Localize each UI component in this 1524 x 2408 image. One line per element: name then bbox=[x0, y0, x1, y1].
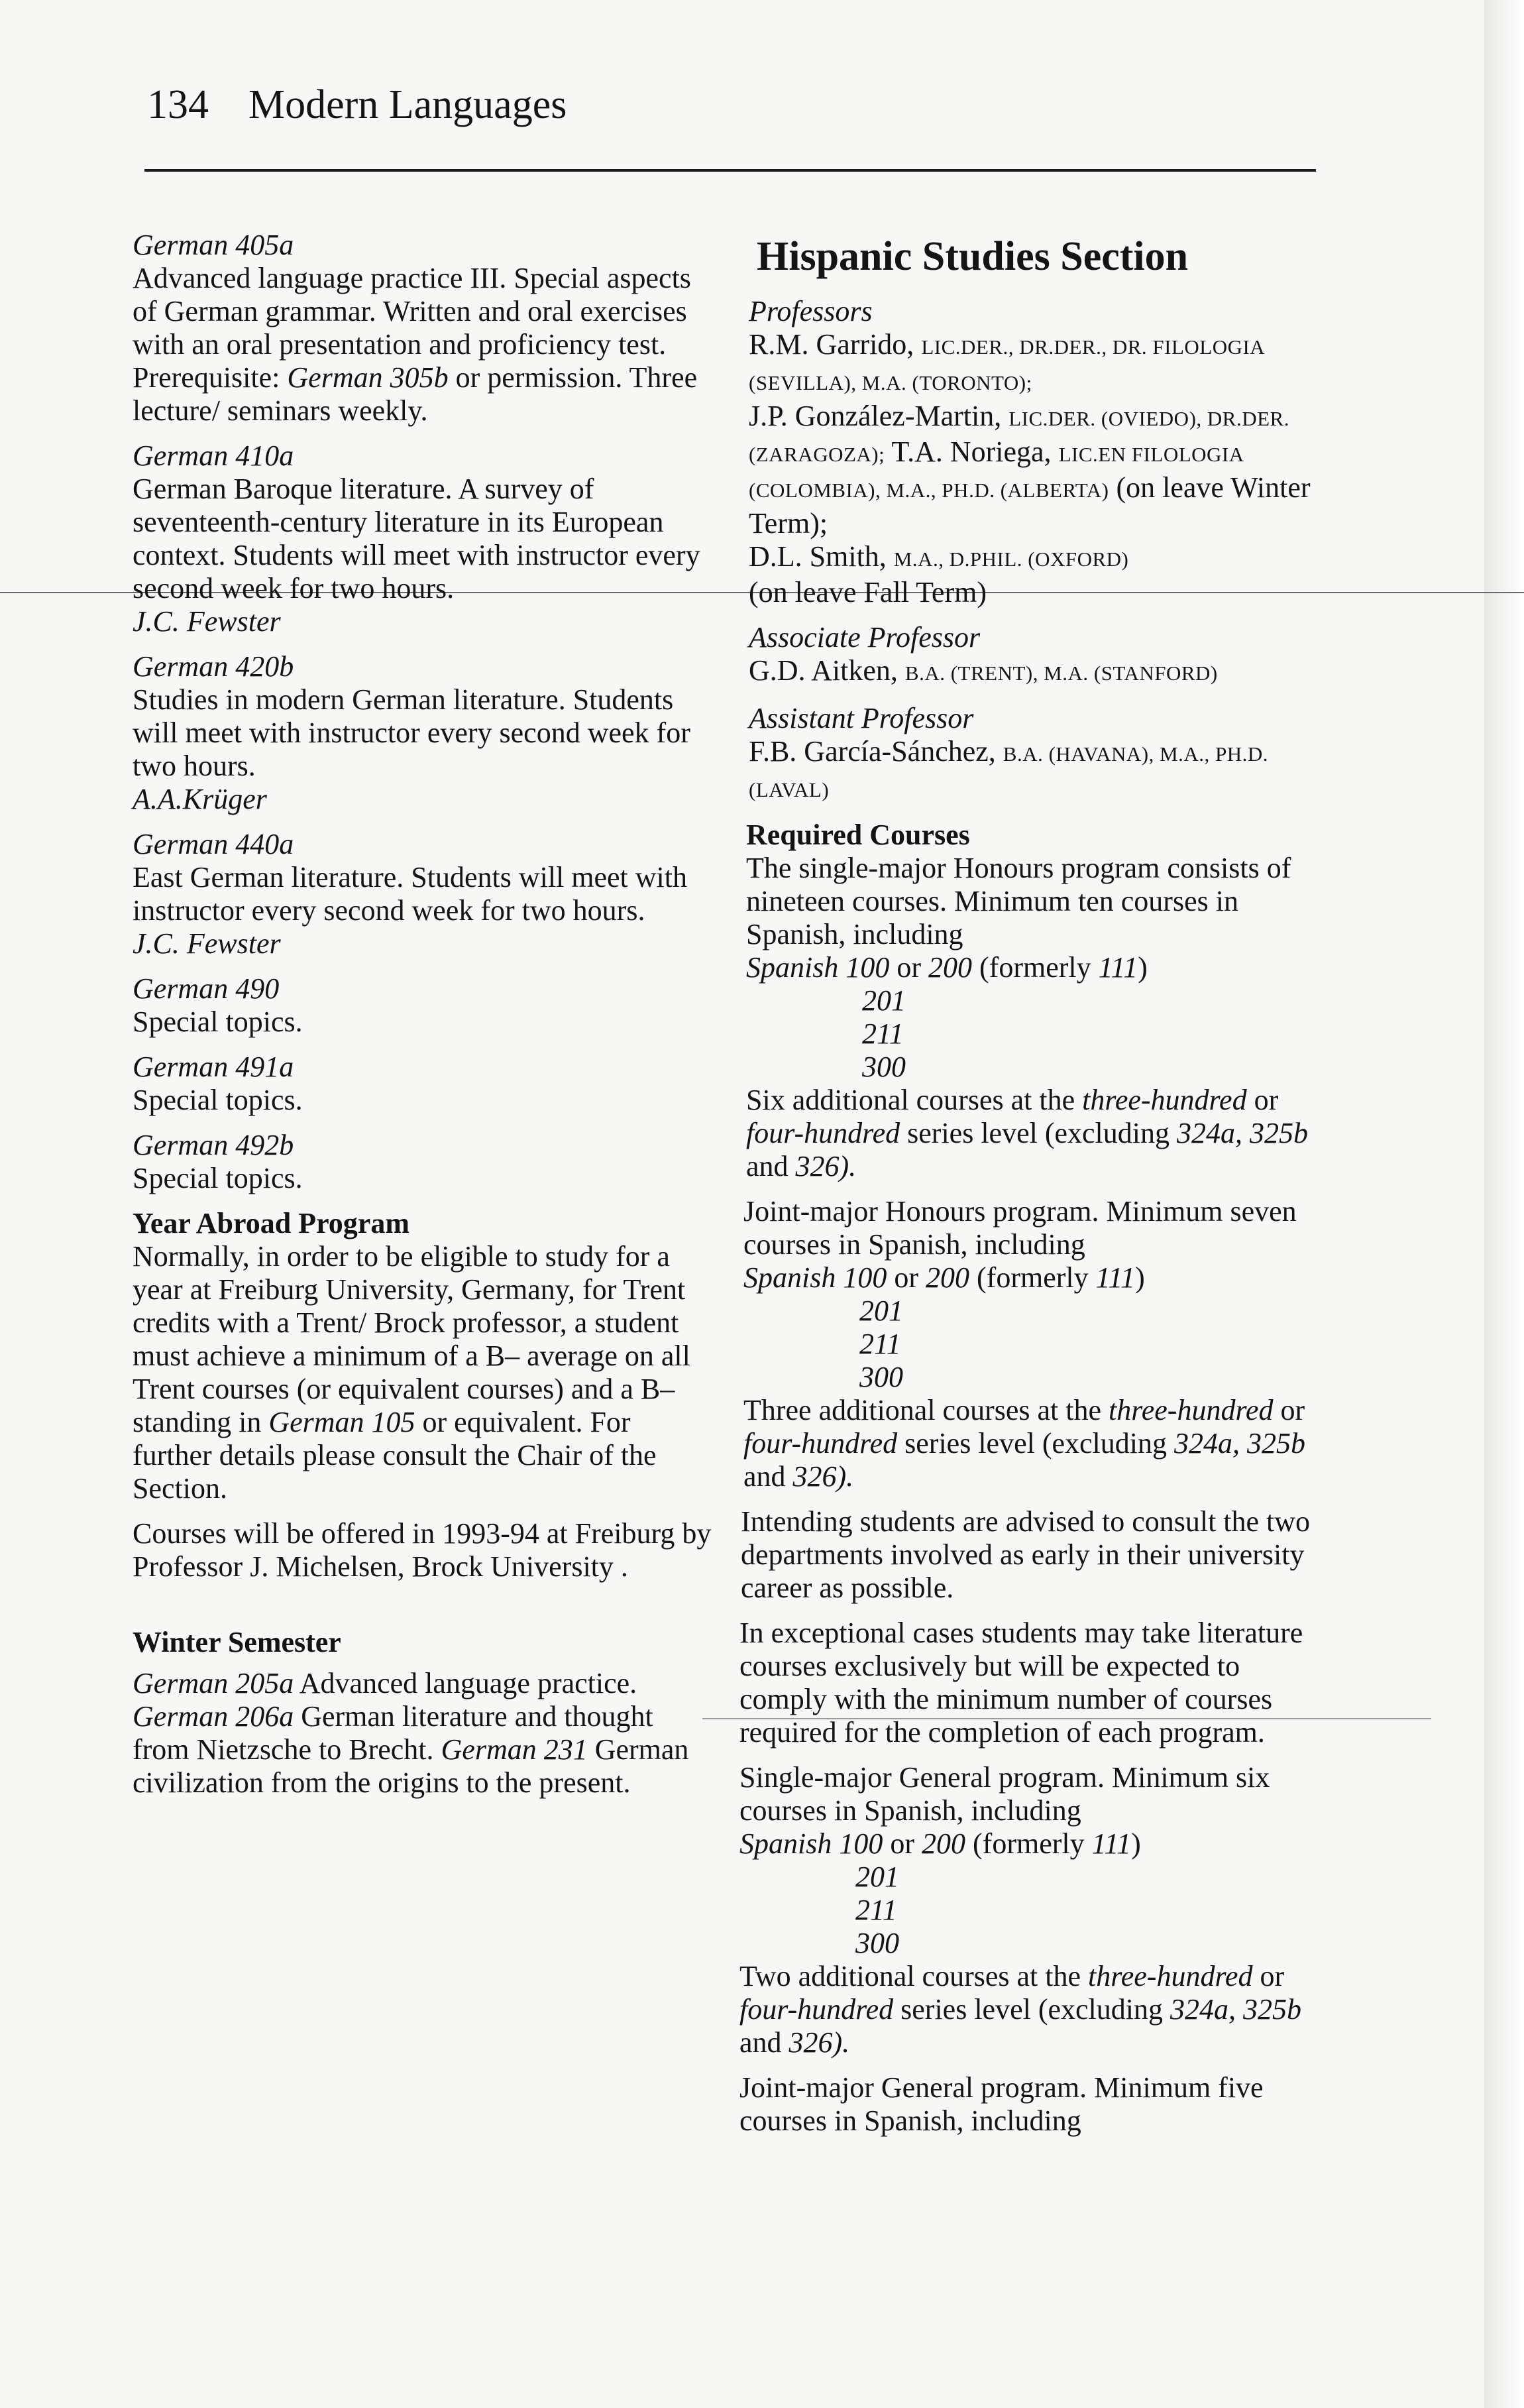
series-ref: four-hundred bbox=[746, 1117, 900, 1149]
advice-paragraph bbox=[737, 1505, 1333, 1605]
paragraph bbox=[746, 1084, 1333, 1183]
para-text: or equivalent. For further details please consult the Chair of the Section. bbox=[133, 1406, 657, 1505]
course-ref: 326). bbox=[789, 2026, 850, 2059]
faculty-listing bbox=[749, 735, 1333, 807]
series-ref: four-hundred bbox=[739, 1993, 894, 2026]
course-entry-german-492b bbox=[133, 1129, 716, 1195]
prerequisite-course: German 305b bbox=[287, 361, 449, 394]
course-code: German 410a bbox=[133, 439, 294, 472]
paragraph bbox=[743, 1394, 1333, 1493]
course-instructor: J.C. Fewster bbox=[133, 927, 281, 960]
course-entry-german-440a bbox=[133, 828, 716, 960]
course-number: 201 bbox=[862, 984, 906, 1017]
spacer bbox=[133, 1595, 716, 1626]
course-ref: 324a, 325b bbox=[1177, 1117, 1308, 1149]
course-number: 211 bbox=[862, 1017, 904, 1050]
course-entry-german-490 bbox=[133, 972, 716, 1039]
course-ref: German 231 bbox=[441, 1733, 588, 1766]
joint-honours-block bbox=[737, 1195, 1333, 1493]
faculty-label: Professors bbox=[749, 295, 873, 327]
conj: (formerly bbox=[969, 1261, 1096, 1294]
conj: or bbox=[1252, 1960, 1285, 1992]
associate-professor-block bbox=[737, 621, 1333, 690]
page-title: Modern Languages bbox=[248, 82, 567, 127]
section-title: Hispanic Studies Section bbox=[757, 234, 1189, 279]
series-ref: four-hundred bbox=[743, 1427, 898, 1460]
course-ref: 324a, 325b bbox=[1174, 1427, 1305, 1460]
course-ref: German 205a bbox=[133, 1667, 294, 1699]
course-code: German 405a bbox=[133, 229, 294, 261]
course-entry-german-491a bbox=[133, 1051, 716, 1117]
course-ref: German 105 bbox=[268, 1406, 415, 1438]
section-heading: Winter Semester bbox=[133, 1626, 341, 1658]
course-description bbox=[133, 262, 716, 428]
course-description: Studies in modern German literature. Students will meet with instructor every second week for two hours. bbox=[133, 683, 690, 782]
assistant-professor-block bbox=[737, 702, 1333, 807]
course-code: German 420b bbox=[133, 650, 294, 683]
faculty-listing bbox=[749, 328, 1333, 609]
leave-note: (on leave Winter Term); bbox=[749, 471, 1311, 540]
para-text: German civilization from the origins to the present. bbox=[133, 1733, 689, 1799]
running-header bbox=[147, 78, 567, 131]
course-ref: 111 bbox=[1098, 951, 1138, 984]
course-number: 300 bbox=[855, 1927, 899, 1959]
course-code: German 491a bbox=[133, 1051, 294, 1083]
conj: or bbox=[883, 1827, 922, 1860]
faculty-name: R.M. Garrido, bbox=[749, 328, 922, 361]
leave-note: (on leave Fall Term) bbox=[749, 576, 987, 608]
para-text: series level (excluding bbox=[900, 1117, 1177, 1149]
faculty-degrees: B.A. (TRENT), M.A. (STANFORD) bbox=[904, 661, 1218, 685]
course-number-list bbox=[743, 1294, 1333, 1394]
required-courses-block bbox=[737, 819, 1333, 1183]
course-code: German 492b bbox=[133, 1129, 294, 1161]
faculty-name: D.L. Smith, bbox=[749, 540, 894, 573]
single-general-block bbox=[737, 1761, 1333, 2059]
course-requirement bbox=[739, 1827, 1333, 1861]
course-number: 201 bbox=[855, 1861, 899, 1893]
course-requirement bbox=[746, 951, 1333, 984]
course-ref: 324a, 325b bbox=[1170, 1993, 1301, 2026]
course-ref: 111 bbox=[1095, 1261, 1136, 1294]
paragraph bbox=[133, 1667, 716, 1800]
paragraph: Intending students are advised to consult the two departments involved as early in their university career as possible. bbox=[741, 1505, 1311, 1604]
section-heading: Year Abroad Program bbox=[133, 1207, 409, 1239]
section-heading: Required Courses bbox=[746, 819, 970, 851]
para-text: Normally, in order to be eligible to study for a year at Freiburg University, Germany, for Trent credits with a Trent/ Brock professor, a student must achieve a minimum of a B– average on all Trent courses (or equivalent courses) and a B– standing in bbox=[133, 1240, 690, 1438]
course-entry-german-410a bbox=[133, 439, 716, 638]
faculty-degrees: B.A. (HAVANA), M.A., PH.D. (LAVAL) bbox=[749, 742, 1269, 801]
course-ref: 111 bbox=[1091, 1827, 1132, 1860]
faculty-listing bbox=[749, 654, 1333, 690]
paragraph bbox=[133, 1240, 716, 1505]
paragraph: Courses will be offered in 1993-94 at Freiburg by Professor J. Michelsen, Brock University . bbox=[133, 1517, 712, 1583]
conj: and bbox=[746, 1150, 796, 1182]
conj: ) bbox=[1138, 951, 1148, 984]
para-text: series level (excluding bbox=[893, 1993, 1170, 2026]
course-ref: 200 bbox=[926, 1261, 970, 1294]
course-requirement bbox=[743, 1261, 1333, 1294]
course-code: German 440a bbox=[133, 828, 294, 860]
course-ref: 326). bbox=[795, 1150, 857, 1182]
course-entry-german-420b bbox=[133, 650, 716, 816]
year-abroad-section bbox=[133, 1207, 716, 1583]
header-rule bbox=[144, 169, 1316, 172]
course-ref: 200 bbox=[928, 951, 973, 984]
conj: (formerly bbox=[965, 1827, 1092, 1860]
para-text: German literature and thought from Nietzsche to Brecht. bbox=[133, 1700, 653, 1766]
conj: and bbox=[743, 1460, 793, 1493]
faculty-name: G.D. Aitken, bbox=[749, 654, 905, 687]
para-text: series level (excluding bbox=[897, 1427, 1174, 1460]
course-ref: Spanish 100 bbox=[746, 951, 890, 984]
conj: ) bbox=[1135, 1261, 1145, 1294]
course-ref: German 206a bbox=[133, 1700, 294, 1733]
desc-text: Advanced language practice III. Special aspects of German grammar. Written and oral exercises with an oral presentation and proficiency test. Prerequisite: bbox=[133, 262, 691, 394]
exception-paragraph bbox=[737, 1617, 1333, 1749]
course-instructor: A.A.Krüger bbox=[133, 783, 267, 815]
course-number: 300 bbox=[862, 1051, 906, 1083]
course-number: 300 bbox=[859, 1361, 903, 1393]
para-text: Two additional courses at the bbox=[739, 1960, 1089, 1992]
paragraph: Joint-major Honours program. Minimum seven courses in Spanish, including bbox=[743, 1195, 1297, 1261]
course-entry-german-405a bbox=[133, 229, 716, 428]
course-number-list bbox=[746, 984, 1333, 1084]
conj: and bbox=[739, 2026, 789, 2059]
paragraph: Single-major General program. Minimum six courses in Spanish, including bbox=[739, 1761, 1270, 1827]
conj: (formerly bbox=[972, 951, 1099, 984]
course-description: East German literature. Students will meet with instructor every second week for two hours. bbox=[133, 861, 688, 927]
page-edge-shadow bbox=[1484, 0, 1524, 2408]
faculty-label: Associate Professor bbox=[749, 621, 981, 654]
paragraph: The single-major Honours program consists of nineteen courses. Minimum ten courses in Spanish, including bbox=[746, 852, 1291, 950]
course-description: Special topics. bbox=[133, 1162, 303, 1194]
course-ref: Spanish 100 bbox=[743, 1261, 887, 1294]
faculty-degrees: LIC.EN FILOLOGIA (COLOMBIA), M.A., PH.D. (ALBERTA) bbox=[749, 443, 1243, 502]
series-ref: three-hundred bbox=[1082, 1084, 1247, 1116]
faculty-degrees: LIC.DER., DR.DER., DR. FILOLOGIA (SEVILLA), M.A. (TORONTO); bbox=[749, 335, 1264, 394]
series-ref: three-hundred bbox=[1109, 1394, 1274, 1426]
paragraph bbox=[739, 1960, 1333, 2059]
faculty-name: F.B. García-Sánchez, bbox=[749, 735, 1003, 768]
course-number-list bbox=[739, 1861, 1333, 1960]
conj: ) bbox=[1131, 1827, 1141, 1860]
conj: or bbox=[1273, 1394, 1305, 1426]
professors-block bbox=[737, 295, 1333, 609]
para-text: Six additional courses at the bbox=[746, 1084, 1083, 1116]
course-ref: Spanish 100 bbox=[739, 1827, 883, 1860]
para-text: Three additional courses at the bbox=[743, 1394, 1109, 1426]
paragraph: Joint-major General program. Minimum five courses in Spanish, including bbox=[739, 2071, 1264, 2137]
right-column bbox=[737, 229, 1333, 2150]
para-text: Advanced language practice. bbox=[294, 1667, 637, 1699]
page-number: 134 bbox=[147, 82, 209, 127]
course-instructor: J.C. Fewster bbox=[133, 605, 281, 638]
course-number: 211 bbox=[855, 1894, 897, 1926]
course-code: German 490 bbox=[133, 972, 280, 1005]
faculty-degrees: M.A., D.PHIL. (OXFORD) bbox=[893, 547, 1129, 571]
joint-general-block bbox=[737, 2071, 1333, 2138]
left-column bbox=[133, 229, 716, 1811]
conj: or bbox=[1246, 1084, 1279, 1116]
course-description: German Baroque literature. A survey of seventeenth-century literature in its European context. Students will meet with instructor every second week for two hours. bbox=[133, 473, 700, 604]
faculty-label: Assistant Professor bbox=[749, 702, 974, 734]
series-ref: three-hundred bbox=[1088, 1960, 1253, 1992]
course-description: Special topics. bbox=[133, 1005, 303, 1038]
course-number: 201 bbox=[859, 1294, 903, 1327]
conj: or bbox=[887, 1261, 926, 1294]
faculty-degrees: LIC.DER. (OVIEDO), DR.DER. (ZARAGOZA); bbox=[749, 407, 1289, 466]
desc-text: or permission. Three lecture/ seminars weekly. bbox=[133, 361, 698, 427]
paragraph: In exceptional cases students may take literature courses exclusively but will be expected to comply with the minimum number of courses required for the completion of each program. bbox=[739, 1617, 1303, 1749]
course-description: Special topics. bbox=[133, 1084, 303, 1116]
faculty-name: T.A. Noriega, bbox=[885, 435, 1059, 468]
conj: or bbox=[889, 951, 929, 984]
course-ref: 200 bbox=[922, 1827, 966, 1860]
winter-semester-section bbox=[133, 1626, 716, 1800]
course-number: 211 bbox=[859, 1328, 901, 1360]
course-ref: 326). bbox=[792, 1460, 854, 1493]
faculty-name: J.P. González-Martin, bbox=[749, 400, 1009, 432]
